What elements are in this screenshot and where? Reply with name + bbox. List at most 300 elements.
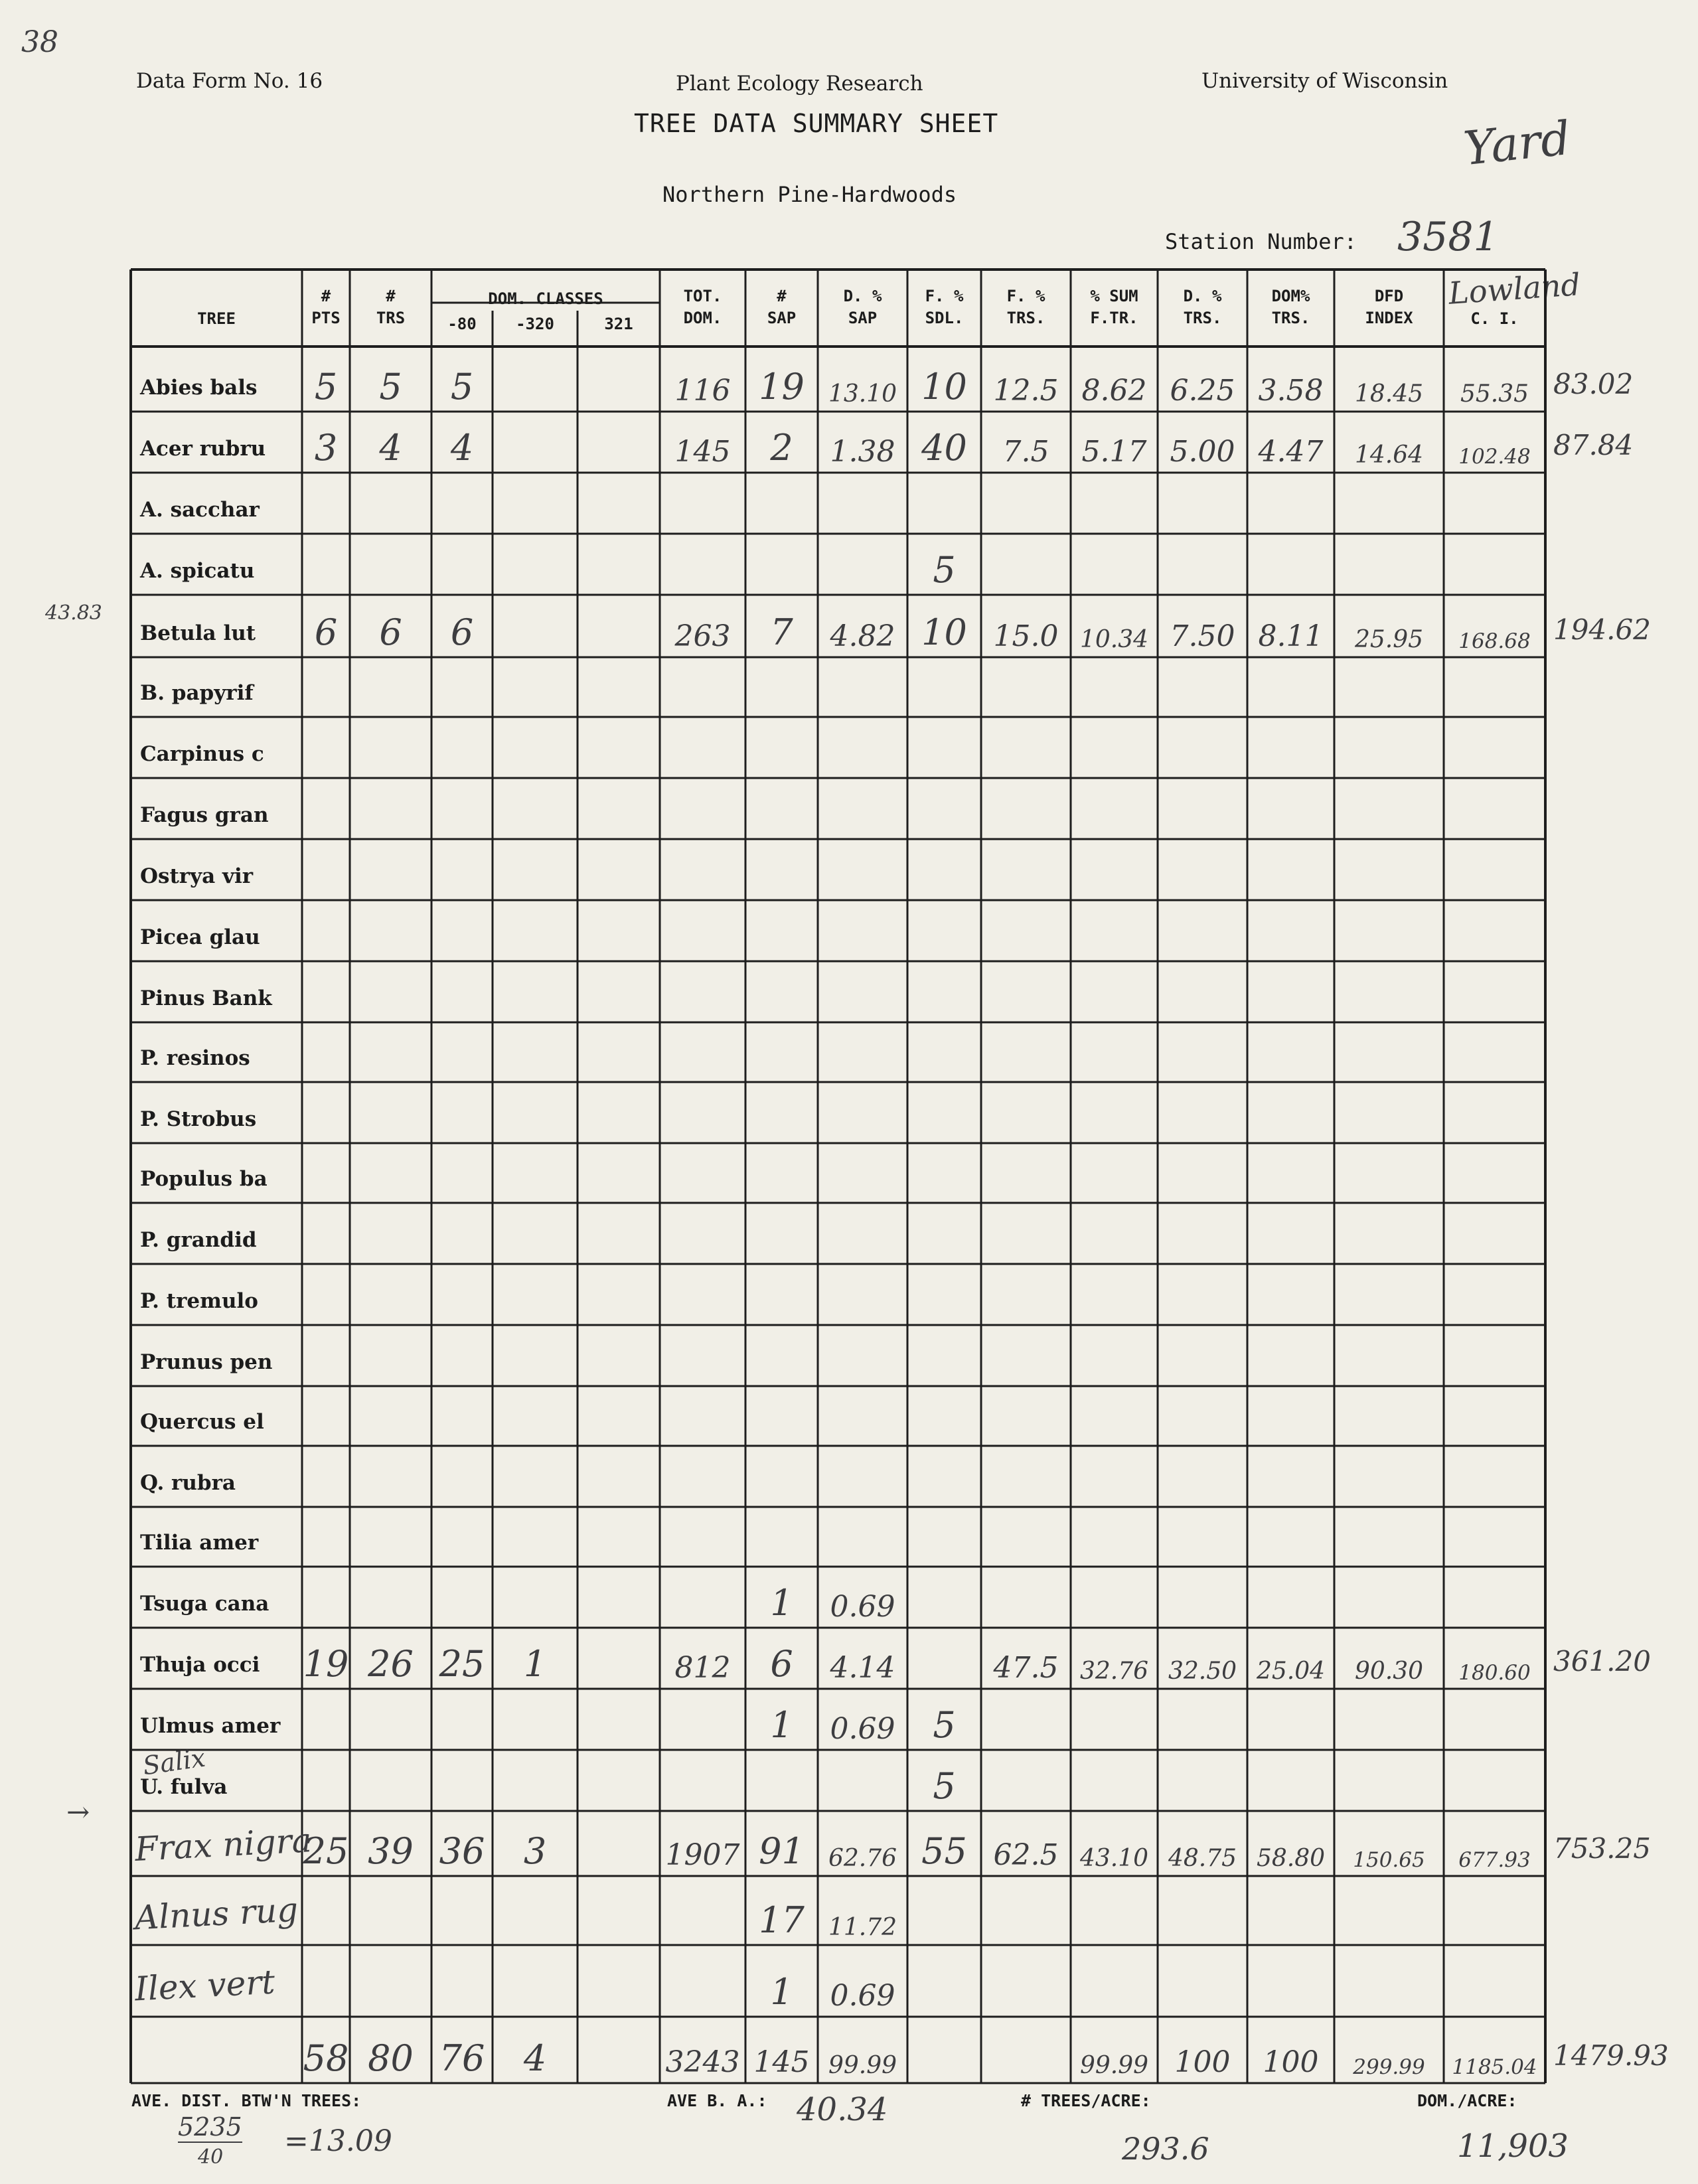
cell-dtrs bbox=[1158, 1446, 1247, 1507]
cell-trs bbox=[350, 1082, 431, 1143]
cell-fsdl bbox=[907, 961, 981, 1022]
cell-c320 bbox=[493, 412, 578, 473]
cell-trs bbox=[350, 1750, 431, 1811]
cell-sap: 145 bbox=[753, 2045, 810, 2079]
cell-c320 bbox=[493, 1945, 578, 2017]
column-header-c321: 321 bbox=[604, 315, 633, 333]
cell-pts bbox=[302, 778, 350, 839]
cell-dsap: 4.14 bbox=[830, 1651, 895, 1685]
cell-ci bbox=[1444, 1567, 1545, 1628]
cell-c80: 36 bbox=[439, 1830, 485, 1872]
cell-c321 bbox=[578, 1876, 660, 1945]
tree-name: P. tremulo bbox=[140, 1289, 258, 1313]
cell-fsdl bbox=[907, 1264, 981, 1325]
cell-dtrs bbox=[1158, 1203, 1247, 1264]
cell-c320 bbox=[493, 347, 578, 412]
column-header-c80: -80 bbox=[447, 315, 477, 333]
dom-acre-label: DOM./ACRE: bbox=[1417, 2091, 1517, 2110]
cell-sumftr bbox=[1071, 717, 1158, 778]
cell-c80 bbox=[431, 1750, 493, 1811]
cell-ci bbox=[1444, 717, 1545, 778]
cell-pts bbox=[302, 1689, 350, 1750]
cell-ftrs bbox=[981, 717, 1071, 778]
cell-trs bbox=[350, 534, 431, 595]
cell-c80 bbox=[431, 1567, 493, 1628]
cell-sumftr bbox=[1071, 1143, 1158, 1203]
cell-dfd bbox=[1334, 1446, 1444, 1507]
cell-dsap bbox=[818, 1203, 907, 1264]
cell-ftrs bbox=[981, 1689, 1071, 1750]
cell-dsap: 0.69 bbox=[830, 1979, 895, 2013]
cell-ci bbox=[1444, 534, 1545, 595]
cell-c320 bbox=[493, 1203, 578, 1264]
cell-dtrs bbox=[1158, 1143, 1247, 1203]
cell-fsdl: 10 bbox=[921, 366, 967, 408]
cell-totdom bbox=[660, 657, 745, 717]
cell-domtrs bbox=[1247, 839, 1334, 900]
cell-trs bbox=[350, 778, 431, 839]
cell-dsap bbox=[818, 1750, 907, 1811]
column-header-dtrs: D. % TRS. bbox=[1183, 287, 1222, 327]
cell-c321 bbox=[578, 412, 660, 473]
cell-dtrs: 48.75 bbox=[1168, 1845, 1237, 1872]
cell-trs bbox=[350, 473, 431, 534]
cell-sumftr bbox=[1071, 1750, 1158, 1811]
cell-trs bbox=[350, 1325, 431, 1386]
cell-fsdl bbox=[907, 1386, 981, 1446]
cell-ftrs bbox=[981, 1325, 1071, 1386]
column-header-c320: -320 bbox=[516, 315, 554, 333]
cell-fsdl bbox=[907, 473, 981, 534]
cell-sap bbox=[745, 900, 818, 961]
cell-fsdl bbox=[907, 657, 981, 717]
cell-sap: 1 bbox=[770, 1704, 793, 1746]
cell-totdom: 3243 bbox=[665, 2045, 740, 2079]
cell-ci bbox=[1444, 1689, 1545, 1750]
ave-dist-denominator: 40 bbox=[198, 2145, 224, 2169]
cell-ci bbox=[1444, 778, 1545, 839]
cell-totdom bbox=[660, 1203, 745, 1264]
cell-fsdl bbox=[907, 1567, 981, 1628]
tree-name-handwritten: Alnus rug bbox=[133, 1890, 299, 1938]
cell-sap bbox=[745, 473, 818, 534]
cell-c80 bbox=[431, 1446, 493, 1507]
cell-ftrs bbox=[981, 839, 1071, 900]
cell-domtrs bbox=[1247, 900, 1334, 961]
cell-dfd bbox=[1334, 1750, 1444, 1811]
cell-c321 bbox=[578, 2017, 660, 2083]
cell-totdom bbox=[660, 473, 745, 534]
forest-type: Northern Pine-Hardwoods bbox=[662, 182, 957, 207]
cell-c320 bbox=[493, 1082, 578, 1143]
tree-name: Carpinus c bbox=[140, 742, 264, 766]
cell-pts bbox=[302, 1082, 350, 1143]
cell-ftrs bbox=[981, 1567, 1071, 1628]
trees-acre-label: # TREES/ACRE: bbox=[1021, 2091, 1151, 2110]
cell-c80 bbox=[431, 717, 493, 778]
cell-ftrs bbox=[981, 778, 1071, 839]
cell-ftrs: 7.5 bbox=[1002, 435, 1049, 469]
cell-c320 bbox=[493, 839, 578, 900]
cell-totdom bbox=[660, 1876, 745, 1945]
cell-domtrs bbox=[1247, 534, 1334, 595]
cell-pts bbox=[302, 1386, 350, 1446]
cell-c320 bbox=[493, 1446, 578, 1507]
cell-domtrs: 3.58 bbox=[1258, 374, 1324, 408]
cell-c80 bbox=[431, 900, 493, 961]
cell-ftrs: 47.5 bbox=[993, 1651, 1059, 1685]
cell-domtrs: 25.04 bbox=[1256, 1658, 1326, 1685]
cell-pts bbox=[302, 1203, 350, 1264]
cell-c321 bbox=[578, 1811, 660, 1876]
cell-c80: 4 bbox=[450, 427, 474, 469]
cell-c321 bbox=[578, 1264, 660, 1325]
cell-pts: 25 bbox=[303, 1830, 349, 1872]
cell-ci bbox=[1444, 1945, 1545, 2017]
cell-c80 bbox=[431, 1264, 493, 1325]
cell-trs bbox=[350, 1945, 431, 2017]
tree-name: Prunus pen bbox=[140, 1350, 273, 1374]
cell-trs bbox=[350, 1203, 431, 1264]
cell-c321 bbox=[578, 1082, 660, 1143]
cell-domtrs bbox=[1247, 1143, 1334, 1203]
cell-ci bbox=[1444, 1082, 1545, 1143]
cell-sumftr bbox=[1071, 1203, 1158, 1264]
page-number: 38 bbox=[21, 25, 58, 59]
cell-trs bbox=[350, 717, 431, 778]
cell-trs: 26 bbox=[368, 1643, 414, 1685]
cell-dfd: 90.30 bbox=[1354, 1658, 1424, 1685]
cell-pts bbox=[302, 1567, 350, 1628]
cell-totdom bbox=[660, 839, 745, 900]
cell-dtrs bbox=[1158, 657, 1247, 717]
cell-domtrs: 100 bbox=[1263, 2045, 1319, 2079]
tree-name: Ulmus amer bbox=[140, 1714, 281, 1738]
cell-ftrs bbox=[981, 961, 1071, 1022]
cell-fsdl bbox=[907, 839, 981, 900]
cell-c320 bbox=[493, 717, 578, 778]
cell-dfd bbox=[1334, 900, 1444, 961]
tree-name: Ostrya vir bbox=[140, 864, 254, 888]
cell-c320: 4 bbox=[523, 2037, 547, 2079]
cell-c80 bbox=[431, 1325, 493, 1386]
cell-dfd bbox=[1334, 1386, 1444, 1446]
cell-dsap: 13.10 bbox=[828, 380, 897, 408]
tree-name: P. grandid bbox=[140, 1228, 257, 1252]
cell-ftrs bbox=[981, 1143, 1071, 1203]
cell-pts bbox=[302, 1446, 350, 1507]
cell-dfd bbox=[1334, 778, 1444, 839]
cell-ftrs bbox=[981, 1750, 1071, 1811]
cell-sumftr bbox=[1071, 1022, 1158, 1082]
cell-trs bbox=[350, 1876, 431, 1945]
cell-totdom bbox=[660, 534, 745, 595]
cell-sumftr bbox=[1071, 1945, 1158, 2017]
cell-dfd bbox=[1334, 1689, 1444, 1750]
cell-sumftr bbox=[1071, 1567, 1158, 1628]
cell-domtrs bbox=[1247, 1689, 1334, 1750]
cell-sumftr bbox=[1071, 534, 1158, 595]
cell-dsap bbox=[818, 473, 907, 534]
cell-sumftr bbox=[1071, 1386, 1158, 1446]
cell-ci bbox=[1444, 1876, 1545, 1945]
cell-sumftr bbox=[1071, 473, 1158, 534]
cell-ci: 55.35 bbox=[1460, 380, 1529, 408]
cell-fsdl bbox=[907, 1325, 981, 1386]
cell-trs: 5 bbox=[379, 366, 402, 408]
cell-c321 bbox=[578, 778, 660, 839]
page-title: TREE DATA SUMMARY SHEET bbox=[634, 109, 999, 138]
cell-totdom bbox=[660, 1567, 745, 1628]
cell-c320 bbox=[493, 657, 578, 717]
cell-dsap: 1.38 bbox=[830, 435, 895, 469]
tree-name: Tilia amer bbox=[140, 1531, 259, 1555]
cell-dtrs bbox=[1158, 839, 1247, 900]
column-header-ftrs: F. % TRS. bbox=[1006, 287, 1045, 327]
cell-dfd bbox=[1334, 1325, 1444, 1386]
cell-c321 bbox=[578, 1446, 660, 1507]
cell-c320 bbox=[493, 534, 578, 595]
cell-sumftr bbox=[1071, 657, 1158, 717]
cell-ci bbox=[1444, 961, 1545, 1022]
cell-c80 bbox=[431, 961, 493, 1022]
cell-sap bbox=[745, 1507, 818, 1567]
cell-c321 bbox=[578, 657, 660, 717]
cell-totdom bbox=[660, 1022, 745, 1082]
cell-c80 bbox=[431, 1689, 493, 1750]
tree-name: Pinus Bank bbox=[140, 986, 272, 1010]
cell-pts bbox=[302, 1750, 350, 1811]
research-title: Plant Ecology Research bbox=[676, 72, 923, 96]
cell-pts bbox=[302, 839, 350, 900]
cell-c321 bbox=[578, 534, 660, 595]
cell-sap: 6 bbox=[770, 1643, 793, 1685]
cell-trs bbox=[350, 1446, 431, 1507]
cell-sumftr bbox=[1071, 1082, 1158, 1143]
cell-dfd: 25.95 bbox=[1354, 626, 1424, 653]
cell-c80 bbox=[431, 1143, 493, 1203]
tree-name-handwritten: Frax nigra bbox=[133, 1821, 313, 1869]
cell-c320 bbox=[493, 778, 578, 839]
cell-trs: 4 bbox=[379, 427, 402, 469]
tree-name: Fagus gran bbox=[140, 803, 269, 827]
cell-domtrs bbox=[1247, 1203, 1334, 1264]
cell-pts: 19 bbox=[303, 1643, 349, 1685]
cell-ci bbox=[1444, 839, 1545, 900]
cell-ftrs bbox=[981, 1022, 1071, 1082]
cell-dsap: 0.69 bbox=[830, 1712, 895, 1746]
cell-ftrs: 15.0 bbox=[993, 619, 1059, 653]
row-margin-note: 361.20 bbox=[1553, 1645, 1651, 1677]
row-margin-note: 83.02 bbox=[1553, 368, 1634, 400]
cell-sumftr bbox=[1071, 1446, 1158, 1507]
cell-dfd: 14.64 bbox=[1354, 441, 1424, 469]
cell-fsdl bbox=[907, 1082, 981, 1143]
cell-fsdl bbox=[907, 1143, 981, 1203]
cell-trs bbox=[350, 961, 431, 1022]
cell-fsdl: 5 bbox=[933, 1765, 956, 1807]
tree-name: U. fulva bbox=[140, 1775, 228, 1799]
cell-c320 bbox=[493, 1143, 578, 1203]
tree-name-overwrite: Salix bbox=[141, 1743, 208, 1781]
column-header-dfd: DFD INDEX bbox=[1365, 287, 1413, 327]
cell-pts bbox=[302, 1143, 350, 1203]
cell-totdom bbox=[660, 1143, 745, 1203]
site-note: Yard bbox=[1461, 110, 1573, 177]
cell-totdom: 812 bbox=[674, 1651, 731, 1685]
cell-c320 bbox=[493, 1567, 578, 1628]
cell-c321 bbox=[578, 1386, 660, 1446]
cell-totdom bbox=[660, 1325, 745, 1386]
cell-ftrs bbox=[981, 1264, 1071, 1325]
cell-ci: 1185.04 bbox=[1452, 2055, 1537, 2079]
cell-domtrs bbox=[1247, 473, 1334, 534]
cell-ci bbox=[1444, 1386, 1545, 1446]
cell-dtrs bbox=[1158, 778, 1247, 839]
cell-sap bbox=[745, 1750, 818, 1811]
cell-c80 bbox=[431, 1022, 493, 1082]
cell-ci bbox=[1444, 473, 1545, 534]
tree-name: Q. rubra bbox=[140, 1471, 236, 1495]
cell-totdom: 116 bbox=[674, 374, 731, 408]
cell-c321 bbox=[578, 839, 660, 900]
cell-domtrs bbox=[1247, 1386, 1334, 1446]
cell-ci bbox=[1444, 1507, 1545, 1567]
cell-sumftr: 32.76 bbox=[1079, 1658, 1149, 1685]
cell-ftrs bbox=[981, 1386, 1071, 1446]
cell-sumftr bbox=[1071, 778, 1158, 839]
cell-domtrs bbox=[1247, 1507, 1334, 1567]
cell-trs bbox=[350, 900, 431, 961]
column-header-totdom: TOT. DOM. bbox=[683, 287, 722, 327]
cell-dfd bbox=[1334, 717, 1444, 778]
cell-pts bbox=[302, 657, 350, 717]
cell-dfd bbox=[1334, 1022, 1444, 1082]
cell-c321 bbox=[578, 595, 660, 657]
cell-c80 bbox=[431, 1945, 493, 2017]
cell-dtrs bbox=[1158, 1507, 1247, 1567]
cell-ci bbox=[1444, 1203, 1545, 1264]
cell-totdom bbox=[660, 1750, 745, 1811]
tree-name: Quercus el bbox=[140, 1410, 264, 1434]
cell-domtrs bbox=[1247, 657, 1334, 717]
cell-dfd: 18.45 bbox=[1354, 380, 1424, 408]
cell-sumftr: 10.34 bbox=[1079, 626, 1149, 653]
cell-dfd bbox=[1334, 657, 1444, 717]
cell-trs bbox=[350, 1689, 431, 1750]
cell-fsdl: 40 bbox=[921, 427, 967, 469]
cell-ftrs bbox=[981, 1082, 1071, 1143]
cell-c320 bbox=[493, 900, 578, 961]
cell-dfd bbox=[1334, 1567, 1444, 1628]
cell-sumftr bbox=[1071, 1325, 1158, 1386]
cell-c321 bbox=[578, 1628, 660, 1689]
cell-c321 bbox=[578, 1143, 660, 1203]
cell-trs bbox=[350, 839, 431, 900]
cell-dsap bbox=[818, 534, 907, 595]
row-margin-note: 753.25 bbox=[1553, 1832, 1651, 1865]
cell-fsdl: 10 bbox=[921, 611, 967, 653]
cell-trs bbox=[350, 1022, 431, 1082]
cell-ftrs: 62.5 bbox=[993, 1838, 1059, 1872]
cell-fsdl bbox=[907, 2017, 981, 2083]
cell-trs: 80 bbox=[368, 2037, 414, 2079]
cell-dtrs bbox=[1158, 900, 1247, 961]
cell-sumftr bbox=[1071, 839, 1158, 900]
cell-sap bbox=[745, 839, 818, 900]
cell-ftrs: 12.5 bbox=[993, 374, 1059, 408]
cell-sap bbox=[745, 1203, 818, 1264]
cell-dsap: 11.72 bbox=[828, 1914, 897, 1941]
arrow-mark: → bbox=[66, 1796, 90, 1828]
cell-pts bbox=[302, 473, 350, 534]
cell-fsdl bbox=[907, 717, 981, 778]
cell-dtrs bbox=[1158, 1325, 1247, 1386]
cell-pts: 5 bbox=[314, 366, 338, 408]
cell-dtrs bbox=[1158, 1022, 1247, 1082]
cell-dtrs bbox=[1158, 961, 1247, 1022]
cell-ci: 677.93 bbox=[1458, 1848, 1531, 1872]
dom-classes-label: DOM. CLASSES bbox=[488, 289, 603, 308]
cell-ci bbox=[1444, 1143, 1545, 1203]
cell-dfd bbox=[1334, 839, 1444, 900]
cell-totdom bbox=[660, 717, 745, 778]
cell-domtrs: 58.80 bbox=[1256, 1845, 1326, 1872]
cell-sumftr bbox=[1071, 1507, 1158, 1567]
cell-ci bbox=[1444, 1325, 1545, 1386]
cell-dsap: 99.99 bbox=[828, 2052, 897, 2079]
cell-dtrs bbox=[1158, 1750, 1247, 1811]
cell-dfd bbox=[1334, 961, 1444, 1022]
cell-sap bbox=[745, 717, 818, 778]
cell-ci bbox=[1444, 1750, 1545, 1811]
cell-c80 bbox=[431, 1203, 493, 1264]
cell-totdom bbox=[660, 1386, 745, 1446]
cell-trs bbox=[350, 1143, 431, 1203]
tree-name: B. papyrif bbox=[140, 681, 254, 705]
cell-c320 bbox=[493, 473, 578, 534]
cell-dtrs bbox=[1158, 1264, 1247, 1325]
column-header-domtrs: DOM% TRS. bbox=[1271, 287, 1310, 327]
cell-sap bbox=[745, 1022, 818, 1082]
cell-domtrs bbox=[1247, 1082, 1334, 1143]
cell-domtrs: 4.47 bbox=[1258, 435, 1324, 469]
cell-c321 bbox=[578, 1507, 660, 1567]
cell-c320 bbox=[493, 961, 578, 1022]
cell-domtrs bbox=[1247, 778, 1334, 839]
cell-ci: 168.68 bbox=[1458, 629, 1531, 653]
cell-sumftr: 43.10 bbox=[1079, 1845, 1149, 1872]
cell-c321 bbox=[578, 961, 660, 1022]
tree-name: Tsuga cana bbox=[140, 1592, 270, 1616]
cell-dsap bbox=[818, 657, 907, 717]
cell-domtrs bbox=[1247, 1567, 1334, 1628]
column-header-dsap: D. % SAP bbox=[843, 287, 882, 327]
cell-pts bbox=[302, 1022, 350, 1082]
cell-c321 bbox=[578, 1689, 660, 1750]
dom-acre-value: 11,903 bbox=[1457, 2128, 1569, 2165]
cell-dfd bbox=[1334, 1945, 1444, 2017]
cell-c321 bbox=[578, 1325, 660, 1386]
cell-totdom bbox=[660, 1082, 745, 1143]
cell-dtrs: 100 bbox=[1174, 2045, 1231, 2079]
cell-c80 bbox=[431, 1876, 493, 1945]
cell-trs: 39 bbox=[368, 1830, 414, 1872]
cell-sumftr bbox=[1071, 900, 1158, 961]
cell-c320: 3 bbox=[523, 1830, 547, 1872]
cell-sumftr: 5.17 bbox=[1081, 435, 1147, 469]
cell-domtrs bbox=[1247, 1325, 1334, 1386]
